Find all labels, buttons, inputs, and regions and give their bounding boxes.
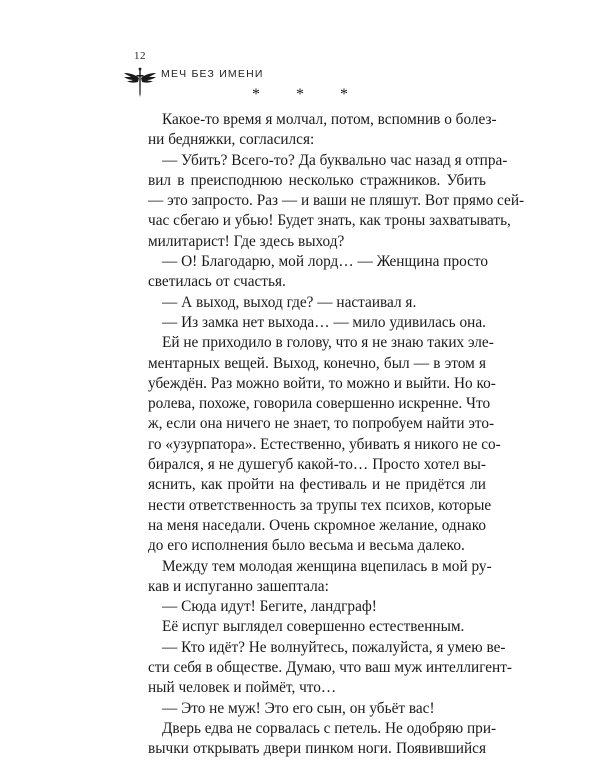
text-line: Ей не приходило в голову, что я не знаю таких эле- (162, 334, 494, 352)
text-line: — А выход, выход где? — настаивал я. (162, 293, 417, 311)
text-line: Между тем молодая женщина вцепилась в мой ру- (162, 557, 492, 575)
text-line: — Кто идёт? Не волнуйтесь, пожалуйста, я умею ве- (162, 638, 506, 656)
text-line: — Сюда идут! Бегите, ландграф! (162, 598, 377, 616)
text-line: сти себя в обществе. Думаю, что ваш муж интеллигент- (148, 659, 513, 677)
text-line: ж, если она ничего не знает, то попробуем найти это- (148, 415, 495, 433)
text-line: до его исполнения было весьма и весьма далеко. (148, 537, 465, 555)
text-line: Какое-то время я молчал, потом, вспомнив о болез- (162, 111, 497, 128)
text-line: убеждён. Раз можно войти, то можно и выйти. Но ко- (148, 374, 496, 392)
text-line: ни бедняжки, согласился: (148, 131, 315, 149)
body-text (148, 110, 525, 760)
text-line: бирался, я не душегуб какой-то… Просто хотел вы- (148, 456, 486, 474)
text-line: го «узурпатора». Естественно, убивать я никого не со- (148, 435, 501, 453)
text-line: ный человек и поймёт, что… (148, 679, 337, 697)
text-line: — О! Благодарю, мой лорд… — Женщина просто (162, 253, 489, 271)
text-line: нести ответственность за трупы тех психов, которые (148, 496, 492, 514)
text-line: Её испуг выглядел совершенно естественным. (162, 618, 465, 636)
text-line: час сбегаю и убью! Будет знать, как троны захватывать, (148, 212, 511, 230)
text-line: милитарист! Где здесь выход? (148, 232, 345, 250)
text-line: — Это не муж! Это его сын, он убьёт вас! (162, 699, 435, 717)
text-line: яснить, как пройти на фестиваль и не придётся ли (148, 476, 486, 494)
scene-separator: * * * (252, 86, 364, 103)
text-line: светилась от счастья. (148, 273, 286, 291)
text-line: — Убить? Всего-то? Да буквально час назад я отпра- (162, 151, 508, 169)
text-line: кав и испуганно зашептала: (148, 577, 329, 595)
text-line: ментарных вещей. Выход, конечно, был — в этом я (148, 354, 486, 372)
text-line: ролева, похоже, говорила совершенно искренне. Что (148, 395, 491, 413)
book-title: МЕЧ БЕЗ ИМЕНИ (161, 68, 264, 80)
text-line: вил в преисподнюю несколько стражников. Убить (148, 171, 486, 189)
text-line: — это запросто. Раз — и ваши не пляшут. Вот прямо сей- (148, 192, 525, 210)
text-line: Дверь едва не сорвалась с петель. Не одобряю при- (162, 719, 497, 737)
text-line: — Из замка нет выхода… — мило удивилась она. (162, 313, 486, 331)
text-line: на меня наседали. Очень скромное желание, однако (148, 516, 486, 534)
page-number: 12 (134, 50, 146, 62)
text-line: вычки открывать двери пинком ноги. Появившийся (148, 740, 486, 758)
